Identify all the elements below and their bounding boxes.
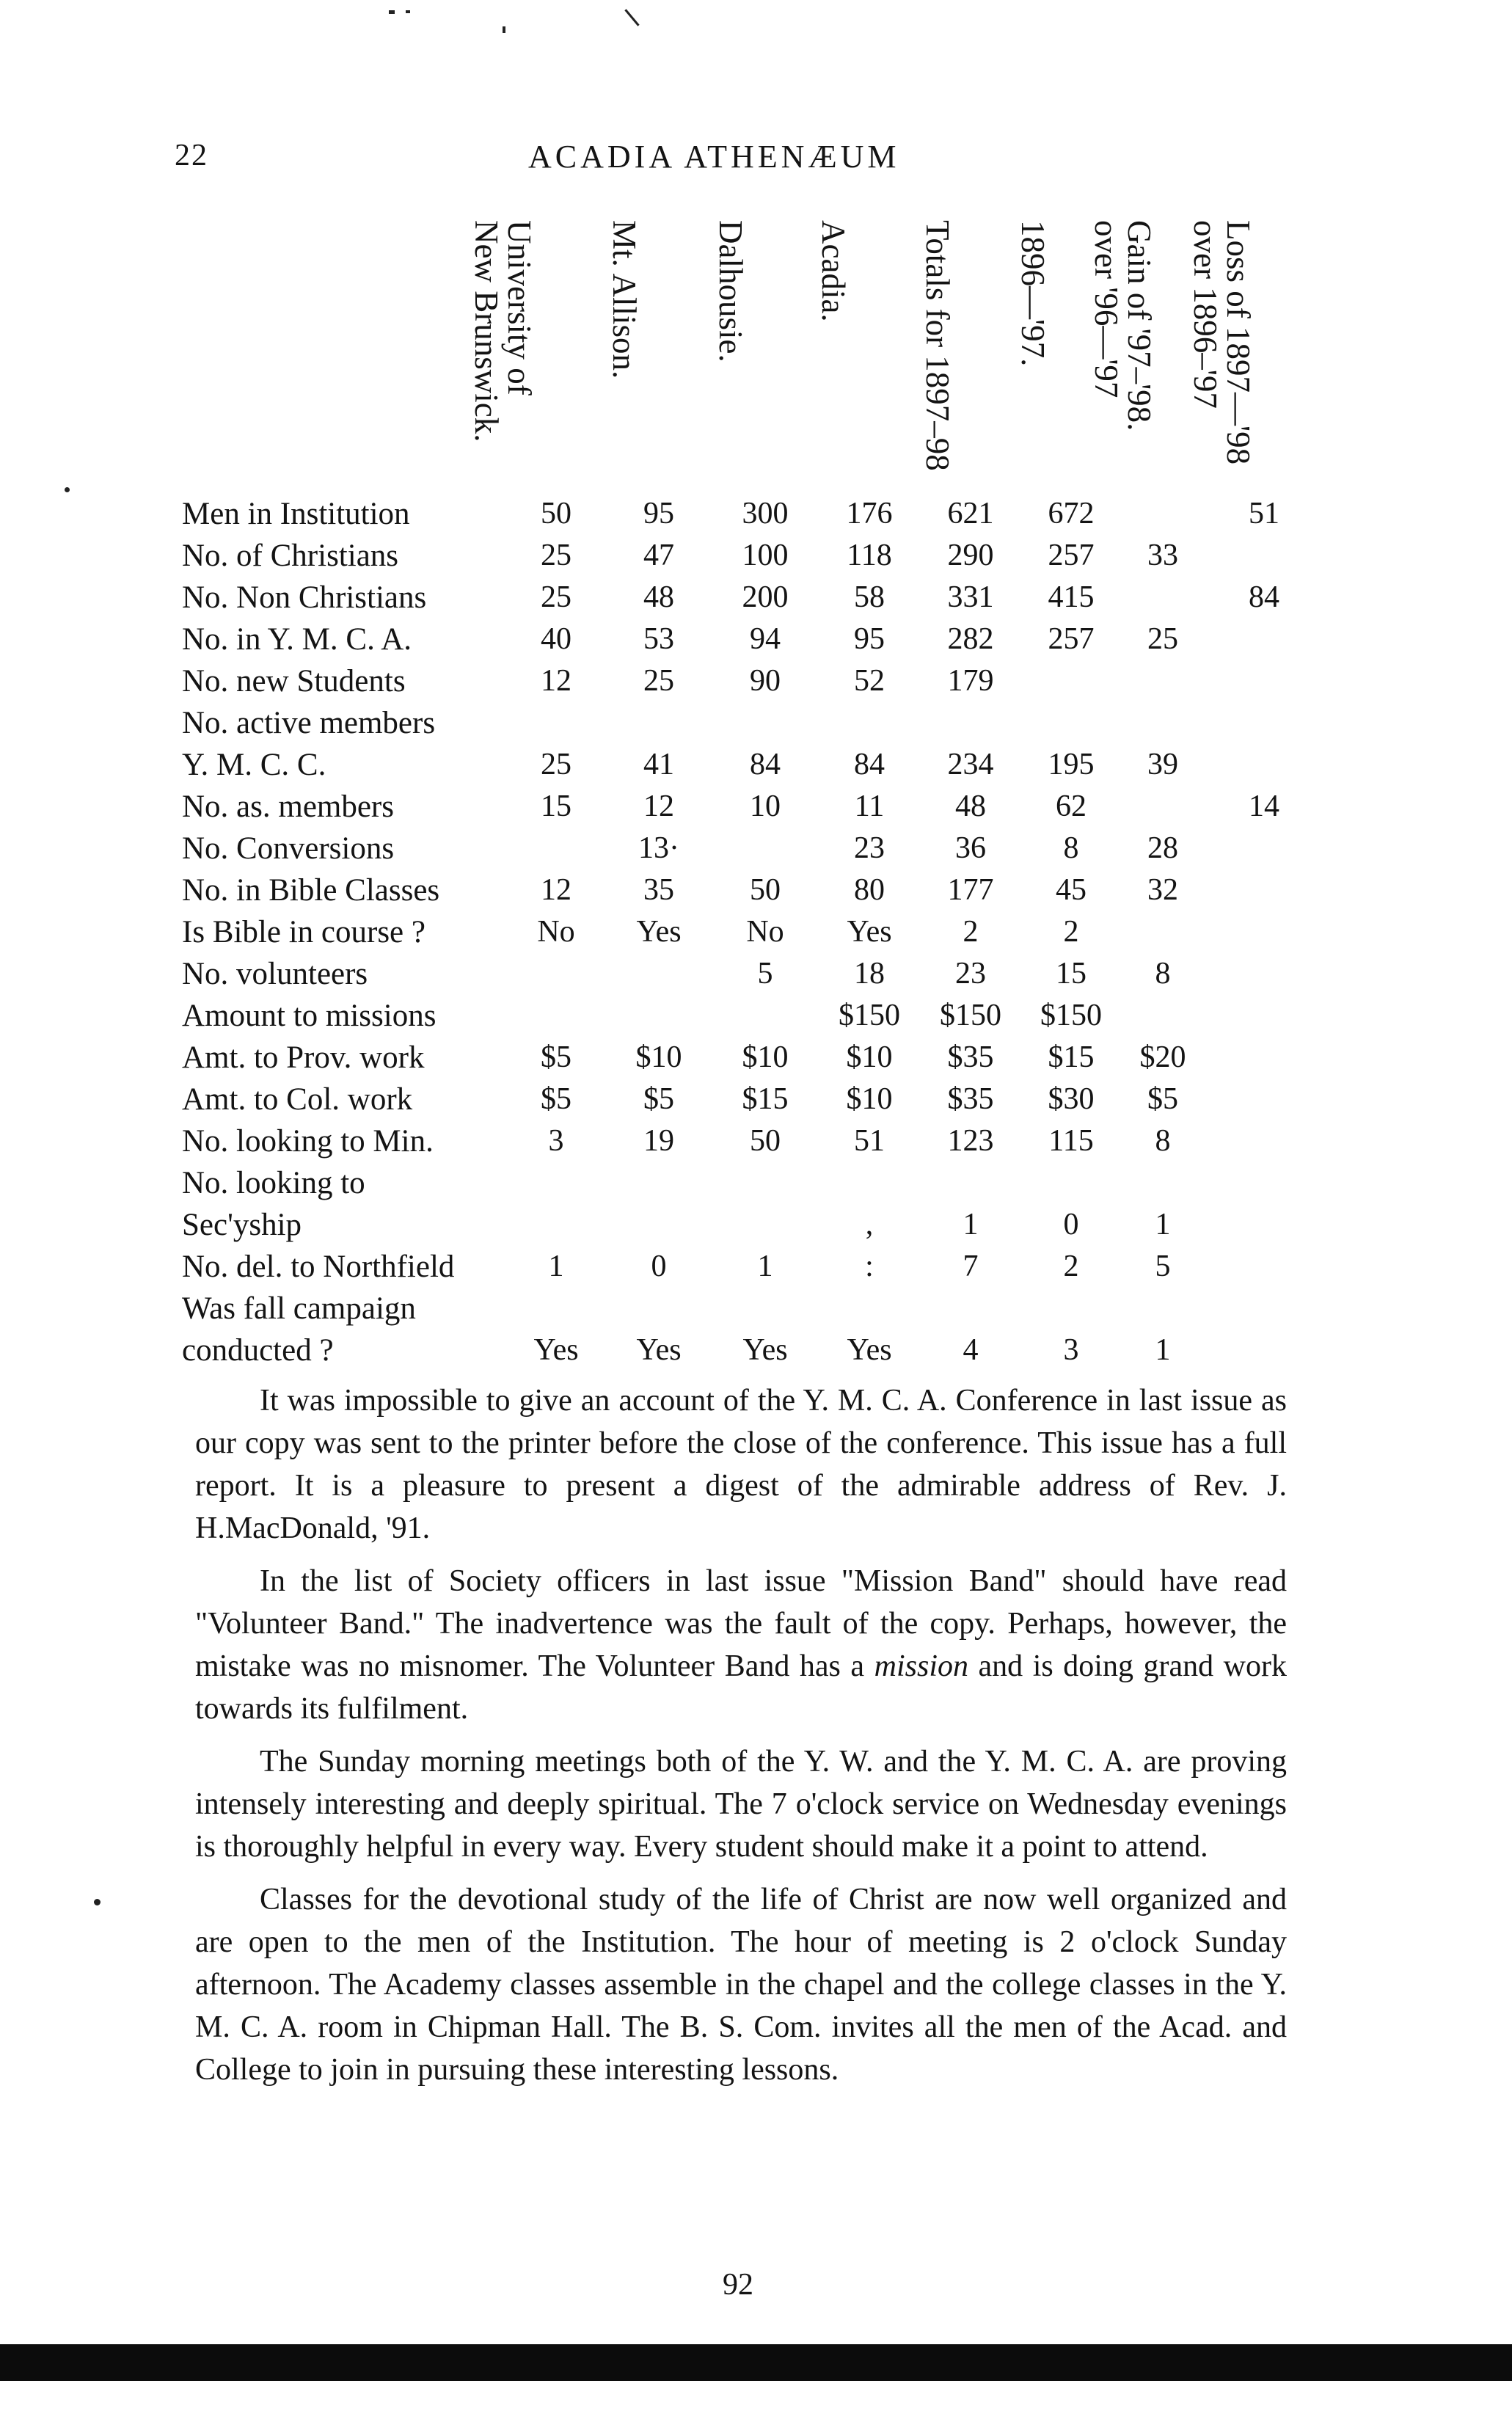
row-label: No. looking to Min. <box>182 1124 434 1159</box>
folio-number: 92 <box>723 2268 753 2302</box>
table-cell: 25 <box>643 664 674 698</box>
table-cell: 621 <box>947 497 994 530</box>
paragraph-bible-classes: Classes for the devotional study of the life of Christ are now well organized and are open to the men of the Institution. The hour of meeting is 2 o'clock Sunday afternoon. The Academy classes assemble in the chapel and the college classes in the Y. M. C. A. room in Chipman Hall. The B. S. Com. invites all the men of the Acad. and College to join in pursuing these interesting lessons. <box>195 1883 1287 2087</box>
scan-mark <box>624 9 639 26</box>
table-cell: 90 <box>750 664 781 698</box>
table-cell: $10 <box>846 1040 893 1074</box>
table-row <box>182 619 1297 660</box>
table-row <box>182 535 1297 577</box>
table-cell: 50 <box>750 1124 781 1158</box>
table-cell: , <box>865 1208 874 1241</box>
table-cell: 10 <box>750 789 781 823</box>
row-label: No. looking to Sec'yship <box>182 1166 365 1242</box>
table-cell: 25 <box>541 539 571 572</box>
column-header-dalhousie: Dalhousie. <box>712 220 749 362</box>
table-cell: 179 <box>947 664 994 698</box>
table-cell: 1 <box>963 1208 979 1241</box>
table-cell: 5 <box>757 957 773 991</box>
table-cell: 8 <box>1063 831 1079 865</box>
table-cell: 15 <box>541 789 571 823</box>
table-cell: 50 <box>541 497 571 530</box>
table-cell: 95 <box>854 622 885 656</box>
table-cell: $30 <box>1048 1082 1095 1116</box>
table-cell: 4 <box>963 1333 979 1367</box>
table-cell: 13· <box>638 831 679 865</box>
table-cell: Yes <box>636 915 682 949</box>
table-cell: 123 <box>947 1124 994 1158</box>
table-cell: 2 <box>1063 915 1079 949</box>
table-cell: 36 <box>955 831 986 865</box>
table-cell: 177 <box>947 873 994 907</box>
table-cell: Yes <box>533 1333 579 1367</box>
table-cell: 58 <box>854 580 885 614</box>
scan-mark <box>503 26 505 33</box>
column-header-loss: Loss of 1897—'98 over 1896–'97 <box>1187 220 1257 465</box>
table-cell: 3 <box>1063 1333 1079 1367</box>
table-cell: : <box>865 1250 874 1283</box>
table-cell: 23 <box>955 957 986 991</box>
table-cell: 300 <box>742 497 789 530</box>
table-cell: 52 <box>854 664 885 698</box>
journal-title: ACADIA ATHENÆUM <box>528 139 900 175</box>
table-cell: 84 <box>750 748 781 781</box>
row-label: No. of Christians <box>182 539 399 573</box>
table-cell: $10 <box>742 1040 789 1074</box>
table-cell: Yes <box>847 1333 892 1367</box>
row-label: Men in Institution <box>182 497 410 531</box>
table-cell: 195 <box>1048 748 1095 781</box>
table-row <box>182 493 1297 535</box>
table-cell: $5 <box>1147 1082 1178 1116</box>
table-cell: $20 <box>1139 1040 1186 1074</box>
table-cell: 62 <box>1056 789 1086 823</box>
row-label: No. new Students <box>182 664 406 699</box>
table-cell: Yes <box>636 1333 682 1367</box>
table-cell: $10 <box>846 1082 893 1116</box>
table-row <box>182 995 1297 1037</box>
table-cell: 25 <box>541 580 571 614</box>
table-cell: 115 <box>1048 1124 1094 1158</box>
emphasis-mission: mission <box>874 1649 968 1683</box>
table-cell: 200 <box>742 580 789 614</box>
table-cell: 176 <box>846 497 893 530</box>
row-label: No. active members Y. M. C. C. <box>182 706 436 782</box>
table-cell: 672 <box>1048 497 1095 530</box>
row-label: Amount to missions <box>182 999 437 1033</box>
table-cell: 8 <box>1155 1124 1171 1158</box>
table-cell: 3 <box>548 1124 564 1158</box>
table-row <box>182 953 1297 995</box>
table-cell: 95 <box>643 497 674 530</box>
table-cell: Yes <box>847 915 892 949</box>
table-cell: 1 <box>1155 1208 1171 1241</box>
table-cell: 12 <box>541 873 571 907</box>
scan-mark <box>94 1899 101 1905</box>
table-cell: No <box>537 915 575 949</box>
table-row <box>182 1162 1297 1246</box>
column-header-acadia: Acadia. <box>815 220 852 322</box>
table-cell: $15 <box>742 1082 789 1116</box>
table-cell: 80 <box>854 873 885 907</box>
table-cell: 257 <box>1048 622 1095 656</box>
table-cell: 282 <box>947 622 994 656</box>
table-cell: 1 <box>548 1250 564 1283</box>
table-cell: 28 <box>1147 831 1178 865</box>
table-cell: 14 <box>1249 789 1279 823</box>
table-cell: 40 <box>541 622 571 656</box>
table-cell: $150 <box>1040 999 1102 1032</box>
paragraph-sunday-meetings: The Sunday morning meetings both of the Y. W. and the Y. M. C. A. are proving intensely interesting and deeply spiritual. The 7 o'clock service on Wednesday evenings is thoroughly helpful in every way. Every student should make it a point to attend. <box>195 1745 1287 1864</box>
row-label: No. in Y. M. C. A. <box>182 622 412 657</box>
row-label: Is Bible in course ? <box>182 915 426 949</box>
table-cell: 234 <box>947 748 994 781</box>
scan-mark <box>389 10 395 14</box>
table-row <box>182 828 1297 869</box>
statistics-table <box>182 493 1297 1371</box>
table-row <box>182 1120 1297 1162</box>
table-cell: 39 <box>1147 748 1178 781</box>
column-header-gain: Gain of '97–'98. over '96—'97 <box>1088 220 1158 431</box>
table-cell: 50 <box>750 873 781 907</box>
table-row <box>182 702 1297 786</box>
column-header-mt-allison: Mt. Allison. <box>606 220 643 379</box>
table-row <box>182 1079 1297 1120</box>
table-cell: $35 <box>947 1082 994 1116</box>
table-cell: 100 <box>742 539 789 572</box>
table-cell: 7 <box>963 1250 979 1283</box>
table-cell: No <box>746 915 784 949</box>
table-cell: 48 <box>955 789 986 823</box>
table-cell: $35 <box>947 1040 994 1074</box>
table-cell: 8 <box>1155 957 1171 991</box>
row-label: No. as. members <box>182 789 394 824</box>
table-row <box>182 1037 1297 1079</box>
table-cell: 2 <box>963 915 979 949</box>
table-cell: 41 <box>643 748 674 781</box>
table-cell: 48 <box>643 580 674 614</box>
table-cell: 25 <box>541 748 571 781</box>
table-row <box>182 911 1297 953</box>
table-cell: 12 <box>643 789 674 823</box>
table-cell: 5 <box>1155 1250 1171 1283</box>
table-cell: 35 <box>643 873 674 907</box>
table-cell: 23 <box>854 831 885 865</box>
table-cell: $5 <box>541 1082 571 1116</box>
table-row <box>182 1288 1297 1371</box>
table-cell: 257 <box>1048 539 1095 572</box>
table-cell: 45 <box>1056 873 1086 907</box>
table-row <box>182 660 1297 702</box>
table-cell: 290 <box>947 539 994 572</box>
paragraph-conference: It was impossible to give an account of the Y. M. C. A. Conference in last issue as our copy was sent to the printer before the close of the conference. This issue has a full report. It is a pleasure to present a digest of the admirable address of Rev. J. H.MacDonald, '91. <box>195 1384 1287 1545</box>
table-cell: 18 <box>854 957 885 991</box>
row-label: No. in Bible Classes <box>182 873 440 908</box>
row-label: No. del. to Northfield <box>182 1250 455 1284</box>
column-header-unb: University of New Brunswick. <box>468 220 538 442</box>
table-cell: 51 <box>854 1124 885 1158</box>
table-row <box>182 786 1297 828</box>
table-cell: 47 <box>643 539 674 572</box>
row-label: Amt. to Col. work <box>182 1082 413 1117</box>
table-cell: 0 <box>1063 1208 1079 1241</box>
table-cell: $15 <box>1048 1040 1095 1074</box>
table-cell: 2 <box>1063 1250 1079 1283</box>
table-cell: 25 <box>1147 622 1178 656</box>
table-cell: $5 <box>541 1040 571 1074</box>
row-label: Was fall campaign conducted ? <box>182 1291 416 1368</box>
bottom-border <box>0 2344 1512 2381</box>
table-cell: 11 <box>854 789 885 823</box>
table-cell: 12 <box>541 664 571 698</box>
table-cell: 51 <box>1249 497 1279 530</box>
table-cell: 84 <box>1249 580 1279 614</box>
article-text <box>195 1379 1287 2091</box>
table-cell: 32 <box>1147 873 1178 907</box>
table-row <box>182 1246 1297 1288</box>
table-cell: 33 <box>1147 539 1178 572</box>
table-cell: 1 <box>757 1250 773 1283</box>
table-row <box>182 869 1297 911</box>
scan-mark <box>65 487 70 492</box>
paragraph-volunteer-band: In the list of Society officers in last issue "Mission Band" should have read "Volunteer Band." The inadvertence was the fault of the copy. Perhaps, however, the mistake was no misnomer. The Volunteer Band has a mission and is doing grand work towards its fulfilment. <box>195 1564 1287 1726</box>
table-cell: $5 <box>643 1082 674 1116</box>
table-cell: 19 <box>643 1124 674 1158</box>
table-cell: $10 <box>635 1040 682 1074</box>
column-header-1896-97: 1896—'97. <box>1015 220 1051 367</box>
table-cell: 331 <box>947 580 994 614</box>
table-cell: Yes <box>742 1333 788 1367</box>
table-cell: 0 <box>651 1250 667 1283</box>
table-cell: $150 <box>940 999 1001 1032</box>
table-cell: 415 <box>1048 580 1095 614</box>
table-cell: 15 <box>1056 957 1086 991</box>
table-cell: 84 <box>854 748 885 781</box>
table-cell: 53 <box>643 622 674 656</box>
table-cell: 118 <box>847 539 892 572</box>
row-label: No. volunteers <box>182 957 368 991</box>
table-cell: 1 <box>1155 1333 1171 1367</box>
row-label: Amt. to Prov. work <box>182 1040 425 1075</box>
page-number-top: 22 <box>175 139 208 172</box>
row-label: No. Conversions <box>182 831 395 866</box>
table-cell: 94 <box>750 622 781 656</box>
table-cell: $150 <box>839 999 900 1032</box>
row-label: No. Non Christians <box>182 580 427 615</box>
column-header-totals: Totals for 1897–98 <box>919 220 956 471</box>
scan-mark <box>406 10 410 13</box>
table-row <box>182 577 1297 619</box>
